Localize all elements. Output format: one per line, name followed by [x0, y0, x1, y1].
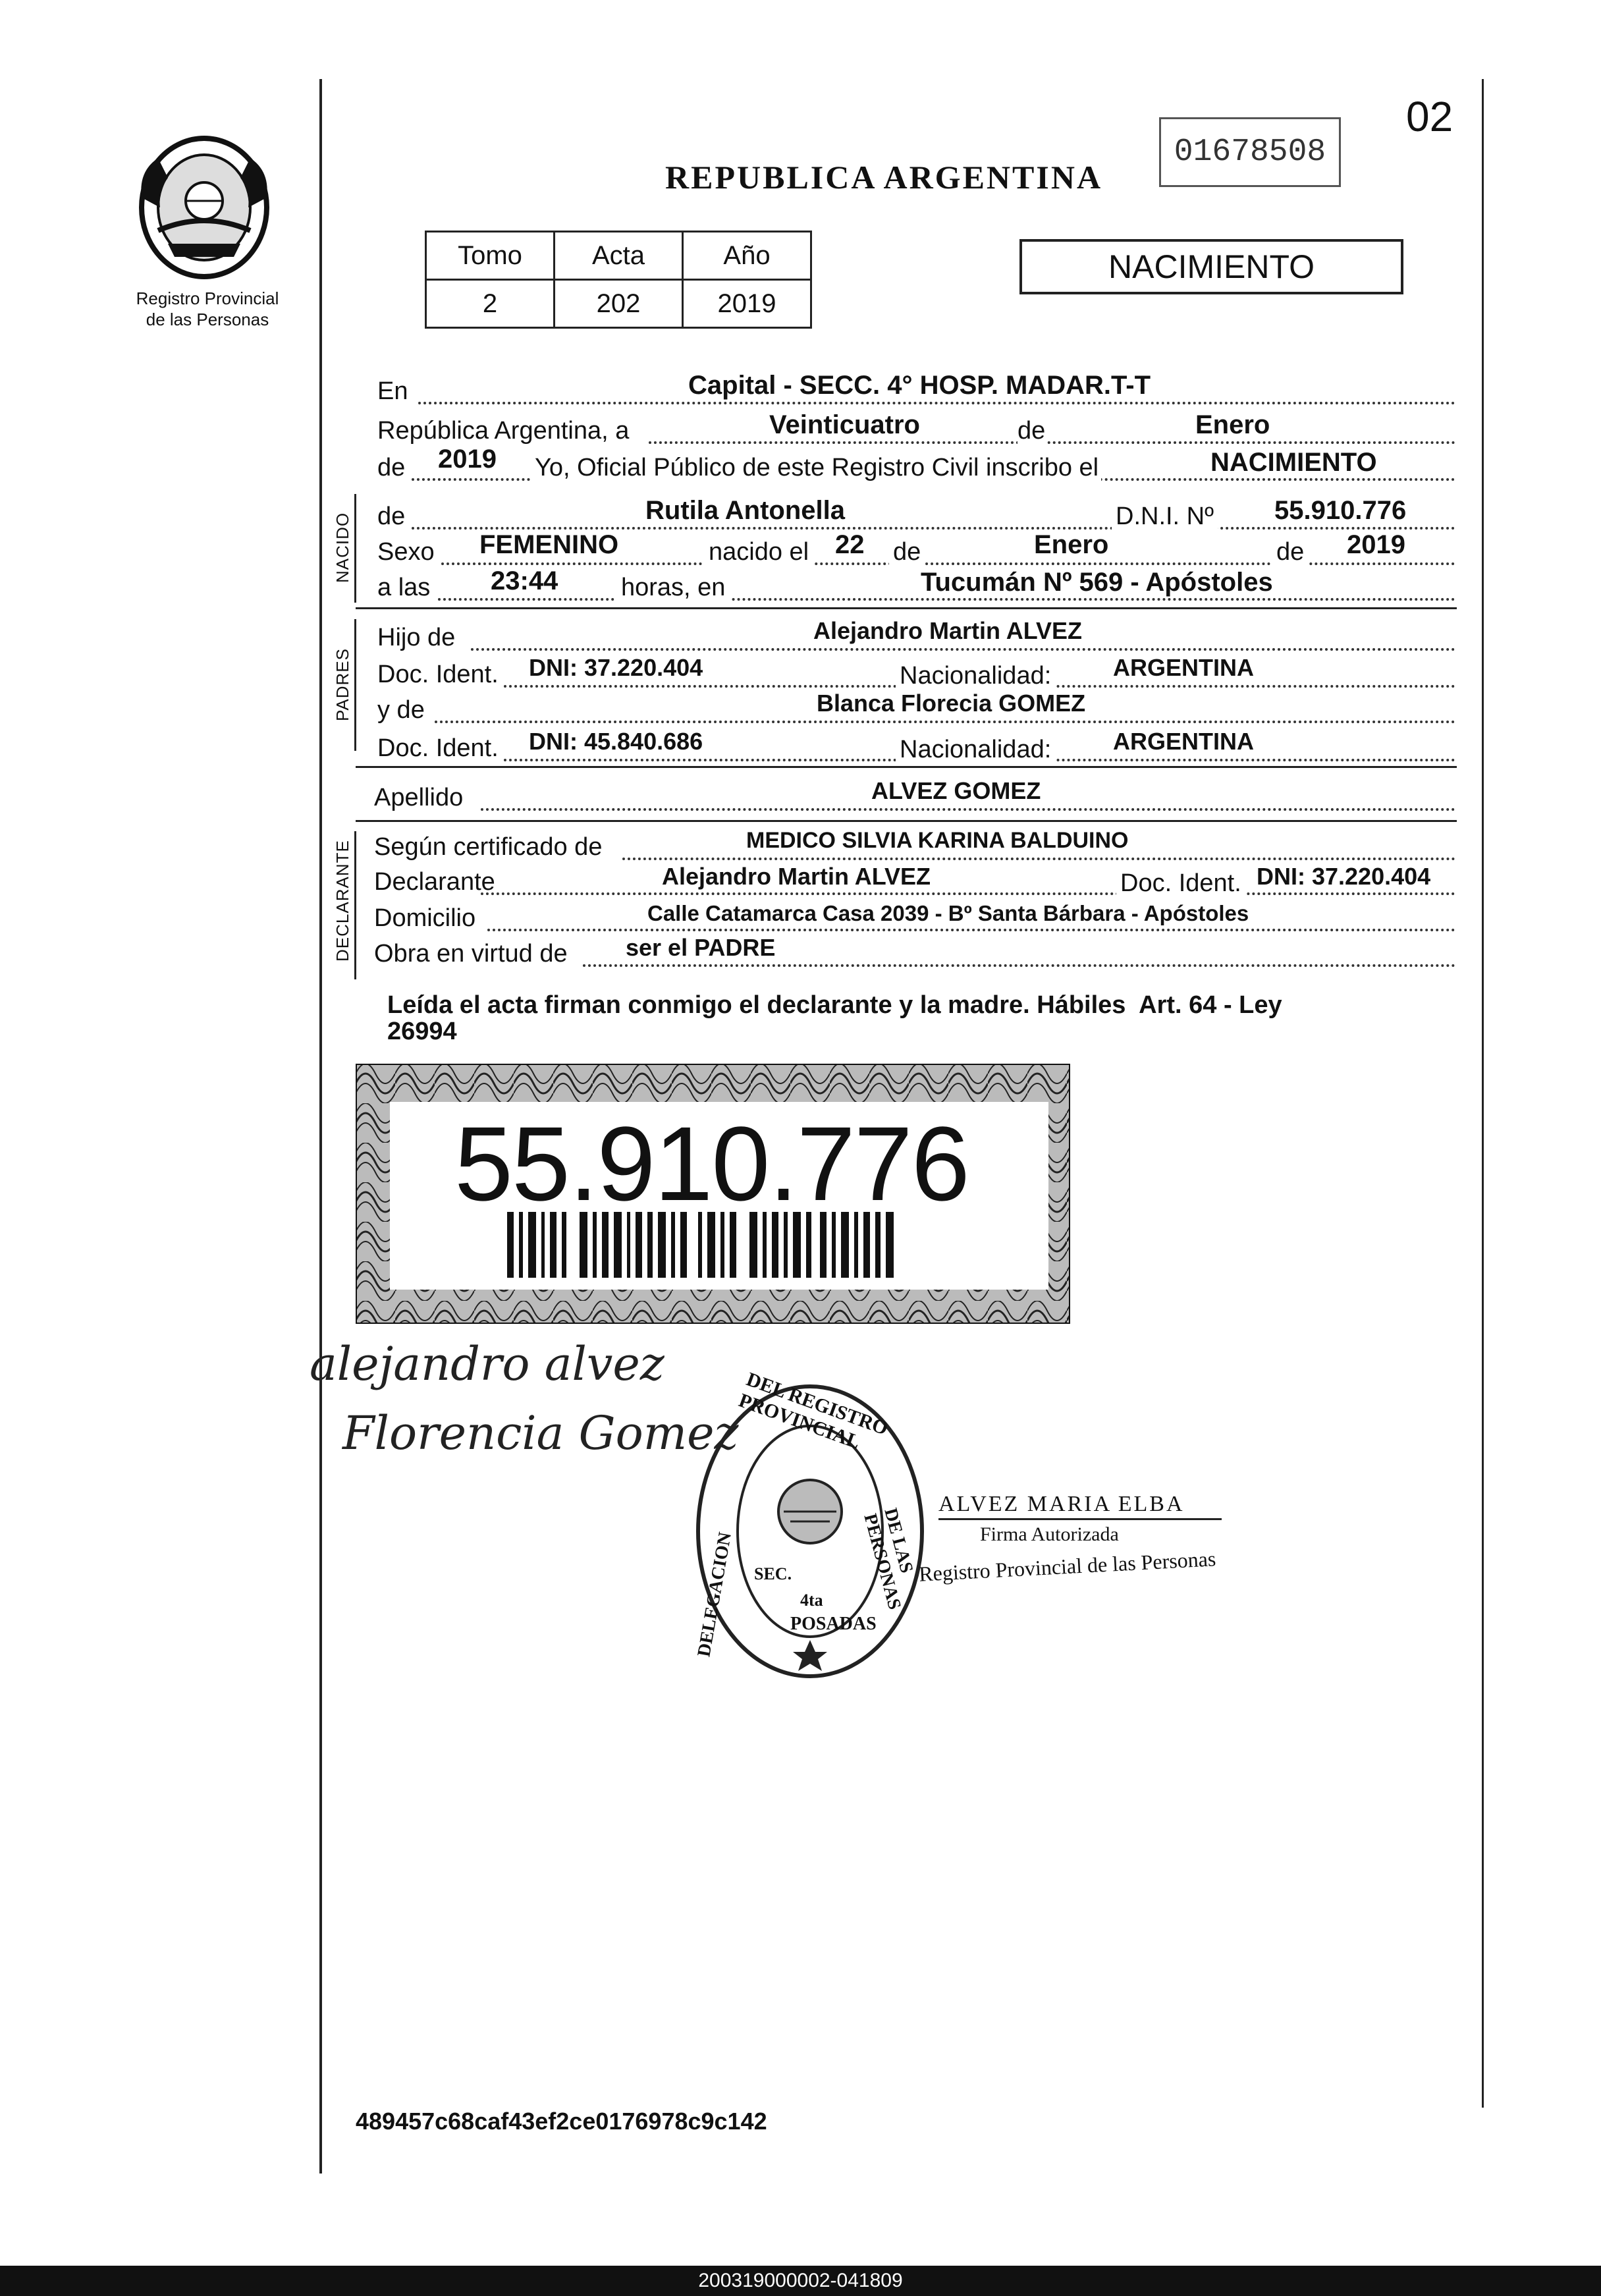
- record-type-value: NACIMIENTO: [1210, 448, 1377, 477]
- cert-value: MEDICO SILVIA KARINA BALDUINO: [746, 828, 1129, 853]
- declarante-value: Alejandro Martin ALVEZ: [662, 863, 931, 890]
- closing-note-line1: Leída el acta firman conmigo el declarante y la madre. Hábiles Art. 64 - Ley: [387, 991, 1282, 1019]
- authority-org: Registro Provincial de las Personas: [918, 1546, 1217, 1586]
- sexo-value: FEMENINO: [479, 530, 619, 559]
- logo-org-line2: de las Personas: [146, 310, 269, 329]
- country-heading: REPUBLICA ARGENTINA: [665, 159, 1103, 196]
- doc-type-box: NACIMIENTO: [1019, 239, 1403, 294]
- official-stamp: [692, 1368, 929, 1683]
- page-number: 02: [1406, 93, 1453, 140]
- left-margin-line: [319, 79, 322, 2173]
- table-header-acta: Acta: [555, 232, 683, 280]
- obra-value: ser el PADRE: [626, 934, 776, 961]
- right-margin-line: [1482, 79, 1484, 2108]
- mother-nat-label: Nacionalidad:: [896, 736, 1055, 764]
- logo-org-line1: Registro Provincial: [136, 288, 279, 308]
- stamp-inner-mid: 4ta: [800, 1591, 823, 1610]
- month-value: Enero: [1195, 410, 1270, 439]
- child-name-value: Rutila Antonella: [645, 496, 845, 525]
- signature-1: alejandro alvez: [310, 1337, 665, 1391]
- father-nat-value: ARGENTINA: [1113, 654, 1254, 681]
- document-hash: 489457c68caf43ef2ce0176978c9c142: [356, 2108, 767, 2135]
- year-value: 2019: [438, 445, 497, 474]
- cert-label: Según certificado de: [374, 833, 603, 861]
- stamp-ring-top: DEL REGISTRO PROVINCIAL: [736, 1368, 891, 1454]
- dni-sticker-number: 55.910.776: [454, 1105, 969, 1222]
- apellido-label: Apellido: [374, 784, 464, 811]
- hijo-label: Hijo de: [377, 624, 456, 651]
- table-header-anio: Año: [683, 232, 811, 280]
- padres-section-label: PADRES: [333, 648, 352, 721]
- nacido-de-label-2: de: [889, 538, 925, 566]
- table-value-tomo: 2: [426, 280, 555, 328]
- nacido-section-label: NACIDO: [333, 512, 352, 583]
- obra-label: Obra en virtud de: [374, 940, 568, 968]
- authority-role: Firma Autorizada: [980, 1523, 1119, 1545]
- officer-text: Yo, Oficial Público de este Registro Civil inscribo el: [532, 454, 1101, 482]
- day-words-value: Veinticuatro: [769, 410, 920, 439]
- dni-sticker: [356, 1064, 1070, 1324]
- de-label-2: de: [377, 454, 406, 481]
- father-doc-value: DNI: 37.220.404: [529, 654, 703, 681]
- de-label-1: de: [1018, 417, 1046, 445]
- yde-label: y de: [377, 696, 425, 724]
- mother-doc-label: Doc. Ident.: [377, 734, 499, 762]
- table-value-anio: 2019: [683, 280, 811, 328]
- nacido-el-label: nacido el: [703, 538, 814, 566]
- province-logo: [128, 132, 280, 283]
- serial-stamp: 01678508: [1159, 117, 1341, 187]
- signature-2: Florencia Gomez: [342, 1406, 739, 1460]
- stamp-inner-left: SEC.: [754, 1564, 792, 1583]
- horas-label: horas, en: [616, 574, 730, 602]
- authority-name: ALVEZ MARIA ELBA: [938, 1492, 1222, 1520]
- footer-code: 200319000002-041809: [698, 2270, 903, 2291]
- stamp-inner-bottom: POSADAS: [790, 1614, 877, 1634]
- birth-month-value: Enero: [1034, 530, 1109, 559]
- mother-doc-value: DNI: 45.840.686: [529, 728, 703, 755]
- mother-name-value: Blanca Florecia GOMEZ: [817, 690, 1086, 717]
- declarante-section-label: DECLARANTE: [333, 840, 352, 962]
- father-doc-label: Doc. Ident.: [377, 661, 499, 688]
- nacido-de-label-3: de: [1272, 538, 1308, 566]
- birth-year-value: 2019: [1347, 530, 1405, 559]
- place-value: Capital - SECC. 4° HOSP. MADAR.T-T: [688, 371, 1151, 400]
- alas-label: a las: [377, 574, 431, 601]
- domicilio-label: Domicilio: [374, 904, 476, 932]
- declarante-doc-label: Doc. Ident.: [1116, 869, 1245, 898]
- mother-nat-value: ARGENTINA: [1113, 728, 1254, 755]
- birth-place-value: Tucumán Nº 569 - Apóstoles: [921, 568, 1273, 597]
- sexo-label: Sexo: [377, 538, 435, 566]
- stamp-ring-right: DE LAS PERSONAS: [859, 1506, 917, 1612]
- en-label: En: [377, 377, 408, 405]
- declarante-label: Declarante: [374, 868, 495, 896]
- father-name-value: Alejandro Martin ALVEZ: [813, 617, 1083, 644]
- table-value-acta: 202: [555, 280, 683, 328]
- stamp-ring-left: DELEGACION: [693, 1530, 736, 1658]
- father-nat-label: Nacionalidad:: [896, 662, 1055, 690]
- republic-label: República Argentina, a: [377, 417, 630, 445]
- dni-label: D.N.I. Nº: [1112, 503, 1218, 531]
- child-dni-value: 55.910.776: [1274, 496, 1407, 525]
- nacido-de-label: de: [377, 503, 406, 530]
- registry-table: [425, 231, 812, 329]
- closing-note-line2: 26994: [387, 1018, 457, 1045]
- apellido-value: ALVEZ GOMEZ: [871, 777, 1041, 804]
- footer-bar: [0, 2266, 1601, 2296]
- time-value: 23:44: [491, 566, 558, 595]
- domicilio-value: Calle Catamarca Casa 2039 - Bº Santa Bárbara - Apóstoles: [647, 901, 1249, 925]
- declarante-doc-value: DNI: 37.220.404: [1257, 863, 1431, 890]
- table-header-tomo: Tomo: [426, 232, 555, 280]
- birth-day-value: 22: [835, 530, 865, 559]
